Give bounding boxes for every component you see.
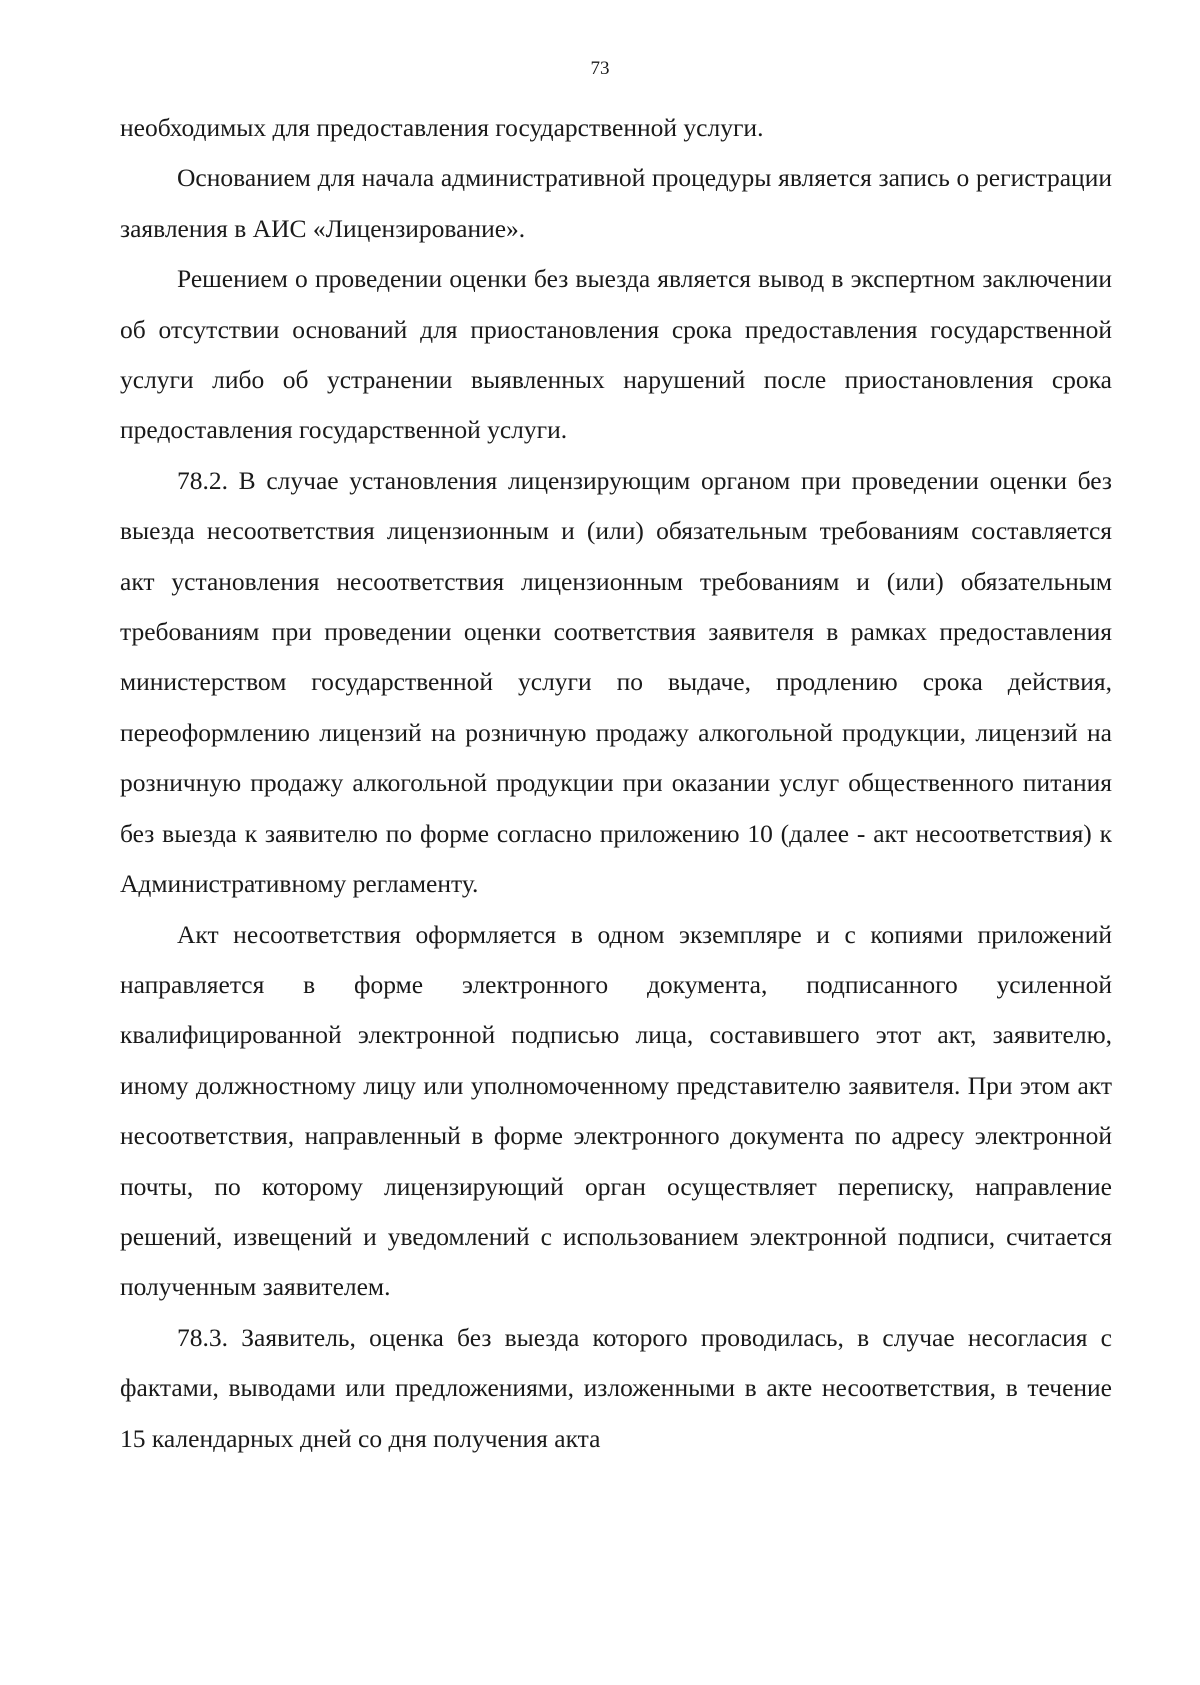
paragraph-act-delivery: Акт несоответствия оформляется в одном экземпляре и с копиями приложений направляется в форме электронного документа, подписанного усиленной квалифицированной электронной подписью лица, составившего этот акт, заявителю, иному должностному лицу или уполномоченному представителю заявителя. При этом акт несоответствия, направленный в форме электронного документа по адресу электронной почты, по которому лицензирующий орган осуществляет переписку, направление решений, извещений и уведомлений с использованием электронной подписи, считается полученным заявителем. [120,919,1112,1302]
page-number: 73 [590,58,610,79]
document-body [120,103,1112,1464]
paragraph-decision: Решением о проведении оценки без выезда является вывод в экспертном заключении об отсутствии оснований для приостановления срока предоставления государственной услуги либо об устранении выявленных нарушений после приостановления срока предоставления государственной услуги. [120,264,1112,445]
paragraph-basis: Основанием для начала административной процедуры является запись о регистрации заявления в АИС «Лицензирование». [120,163,1112,243]
paragraph-78-3: 78.3. Заявитель, оценка без выезда которого проводилась, в случае несогласия с фактами, выводами или предложениями, изложенными в акте несоответствия, в течение 15 календарных дней со дня получения акта [120,1322,1112,1453]
paragraph-continuation: необходимых для предоставления государственной услуги. [120,113,764,142]
paragraph-78-2: 78.2. В случае установления лицензирующим органом при проведении оценки без выезда несоответствия лицензионным и (или) обязательным требованиям составляется акт установления несоответствия лицензионным требованиям и (или) обязательным требованиям при проведении оценки соответствия заявителя в рамках предоставления министерством государственной услуги по выдаче, продлению срока действия, переоформлению лицензий на розничную продажу алкогольной продукции, лицензий на розничную продажу алкогольной продукции при оказании услуг общественного питания без выезда к заявителю по форме согласно приложению 10 (далее - акт несоответствия) к Административному регламенту. [120,465,1112,899]
